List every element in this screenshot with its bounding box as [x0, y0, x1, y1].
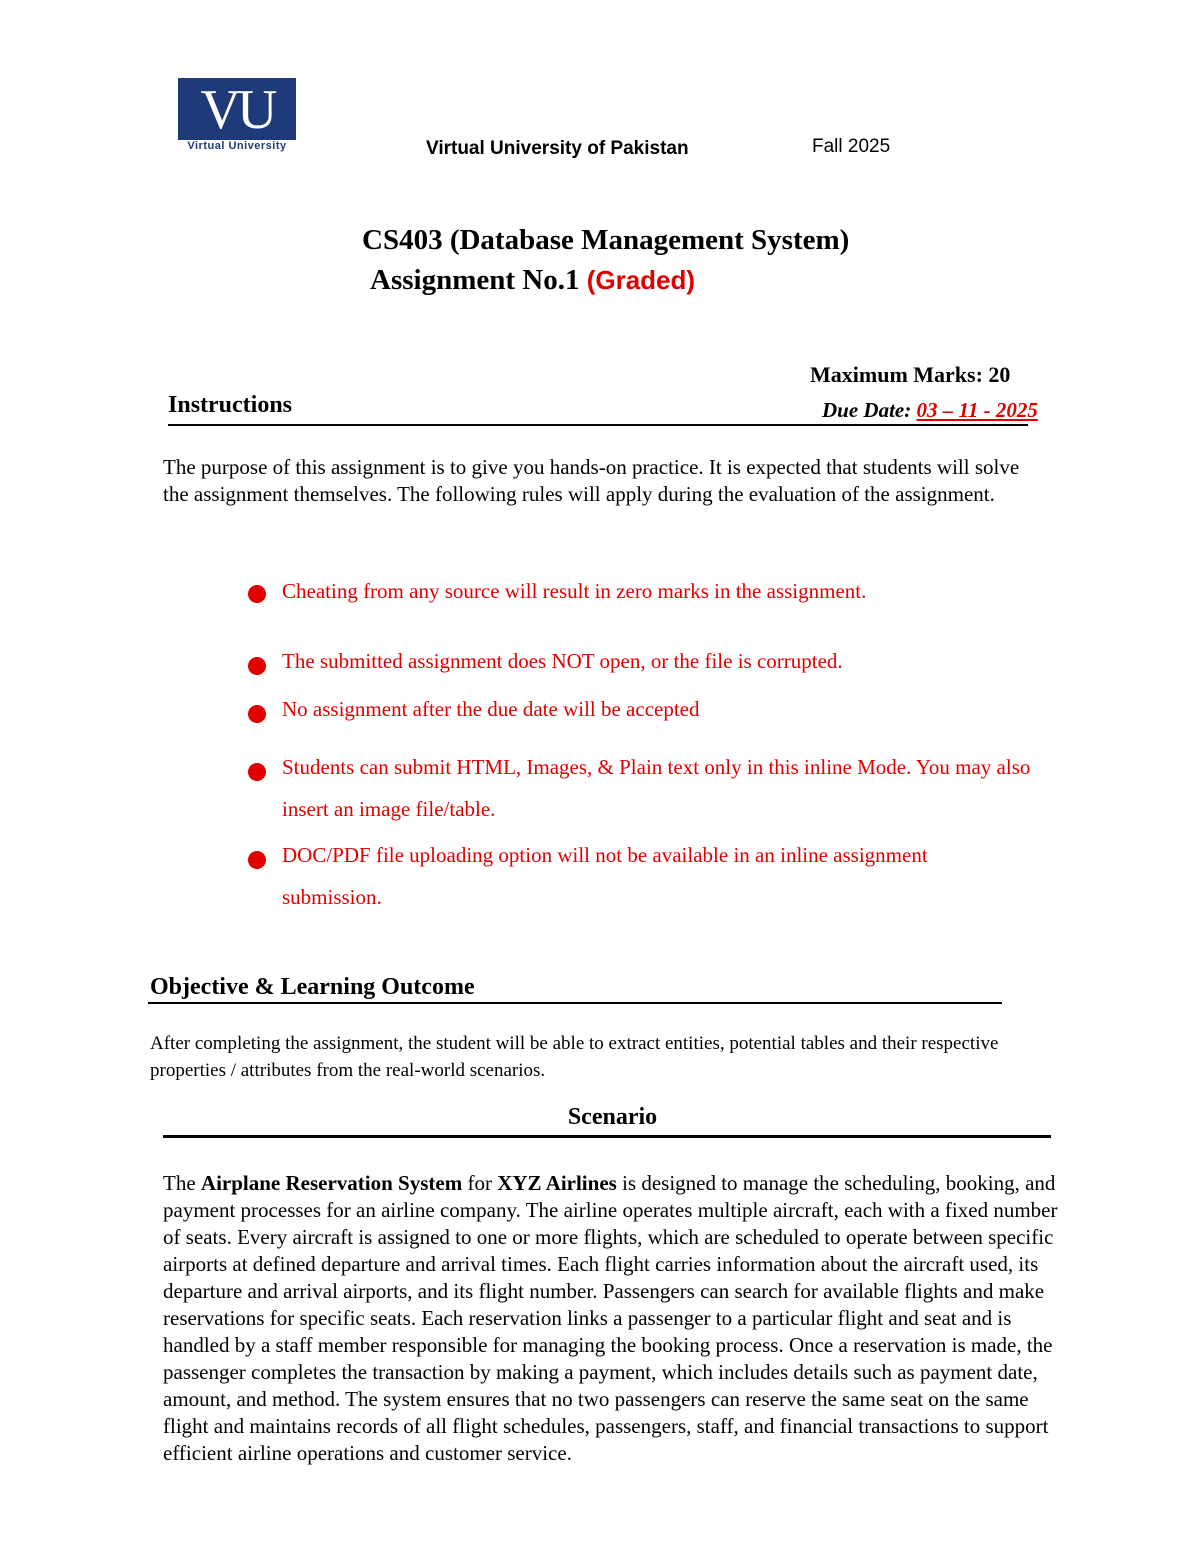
objective-text: After completing the assignment, the student will be able to extract entities, potential tables and their respective properties / attributes from the real-world scenarios.: [150, 1033, 999, 1081]
rule-text: DOC/PDF file uploading option will not be available in an inline assignment submission.: [282, 843, 928, 909]
system-name: Airplane Reservation System: [200, 1171, 463, 1195]
divider: [163, 1135, 1051, 1138]
scenario-lead: The: [163, 1171, 201, 1195]
max-marks: Maximum Marks: 20: [810, 362, 1011, 387]
graded-badge: (Graded): [586, 265, 696, 295]
bullet-icon: [248, 705, 266, 723]
university-name: Virtual University of Pakistan: [426, 138, 689, 159]
divider: [168, 424, 1028, 426]
assignment-title: [370, 264, 695, 297]
logo-text: VU: [200, 79, 274, 141]
scenario-heading: Scenario: [567, 1104, 658, 1130]
due-date-value: 03 – 11 - 2025: [916, 398, 1038, 422]
scenario-body: is designed to manage the scheduling, booking, and payment processes for an airline company. The airline operates multiple aircraft, each with a fixed number of seats. Every aircraft is assigned to one or more flights, which are scheduled to operate between specific airports at defined departure and arrival times. Each flight carries information about the aircraft used, its departure and arrival airports, and its flight number. Passengers can search for available flights and make reservations for specific seats. Each reservation links a passenger to a particular flight and seat and is handled by a staff member responsible for managing the booking process. Once a reservation is made, the passenger completes the transaction by making a payment, which includes details such as payment date, amount, and method. The system ensures that no two passengers can reserve the same seat on the same flight and maintains records of all flight schedules, passengers, staff, and financial transactions to support efficient airline operations and customer service.: [163, 1171, 1058, 1465]
due-date: [822, 398, 1038, 423]
bullet-icon: [248, 763, 266, 781]
logo-box: [178, 78, 296, 140]
instructions-heading: Instructions: [168, 392, 293, 418]
bullet-icon: [248, 657, 266, 675]
rule-text: The submitted assignment does NOT open, or the file is corrupted.: [282, 649, 843, 673]
intro-paragraph: The purpose of this assignment is to give you hands-on practice. It is expected that students will solve the assignment themselves. The following rules will apply during the evaluation of the assignment.: [163, 455, 1020, 506]
bullet-icon: [248, 851, 266, 869]
due-date-label: Due Date:: [822, 398, 917, 422]
university-logo: [178, 78, 296, 154]
rule-text: No assignment after the due date will be accepted: [282, 697, 700, 721]
rule-text: Students can submit HTML, Images, & Plain text only in this inline Mode. You may also insert an image file/table.: [282, 755, 1031, 821]
term-label: Fall 2025: [812, 136, 891, 157]
course-title: CS403 (Database Management System): [362, 224, 850, 256]
divider: [148, 1002, 1002, 1004]
objective-heading: Objective & Learning Outcome: [150, 974, 475, 1000]
scenario-paragraph: [163, 1170, 1058, 1467]
logo-subtext: Virtual University: [187, 140, 287, 152]
rule-text: Cheating from any source will result in zero marks in the assignment.: [282, 579, 867, 603]
scenario-for: for: [462, 1171, 498, 1195]
bullet-icon: [248, 585, 266, 603]
assignment-number: Assignment No.1: [370, 264, 580, 296]
airline-name: XYZ Airlines: [497, 1171, 617, 1195]
